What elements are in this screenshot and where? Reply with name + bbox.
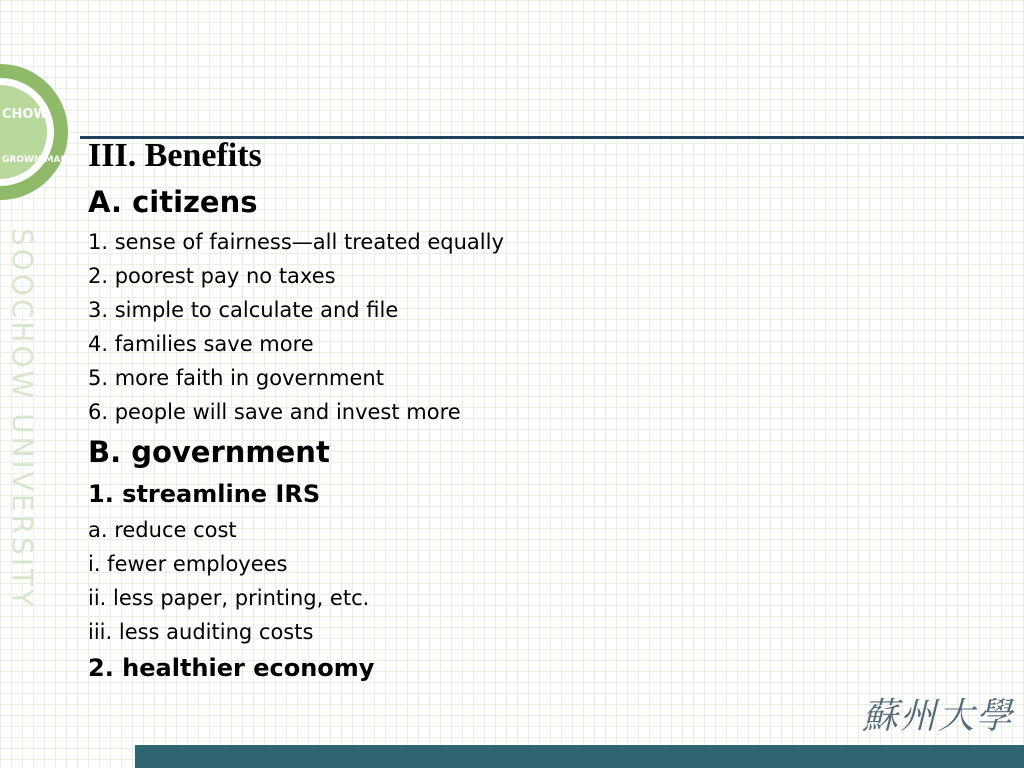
subsection-2-heading: 2. healthier economy — [88, 654, 375, 682]
subsection-1-heading: 1. streamline IRS — [88, 480, 321, 508]
calligraphy-logo: 蘇州大學 — [862, 696, 1015, 737]
section-a-heading: A. citizens — [88, 185, 258, 219]
svg-text:CHOW: CHOW — [2, 107, 48, 122]
bottom-bar — [135, 745, 1024, 768]
list-item: 5. more faith in government — [88, 366, 384, 390]
list-item: iii. less auditing costs — [88, 620, 314, 644]
list-item: 2. poorest pay no taxes — [88, 264, 336, 288]
section-b-heading: B. government — [88, 435, 330, 469]
list-item: i. fewer employees — [88, 552, 288, 576]
slide-title: III. Benefits — [88, 137, 262, 174]
university-seal-logo — [0, 62, 70, 202]
side-university-text: SOOCHOW UNIVERSITY — [6, 228, 39, 610]
slide-content — [88, 133, 988, 687]
list-item: a. reduce cost — [88, 518, 237, 542]
list-item: 6. people will save and invest more — [88, 400, 461, 424]
list-item: 1. sense of fairness—all treated equally — [88, 230, 504, 254]
list-item: 3. simple to calculate and file — [88, 298, 399, 322]
list-item: 4. families save more — [88, 332, 314, 356]
list-item: ii. less paper, printing, etc. — [88, 586, 370, 610]
svg-text:GROWN MAN: GROWN MAN — [2, 155, 69, 165]
